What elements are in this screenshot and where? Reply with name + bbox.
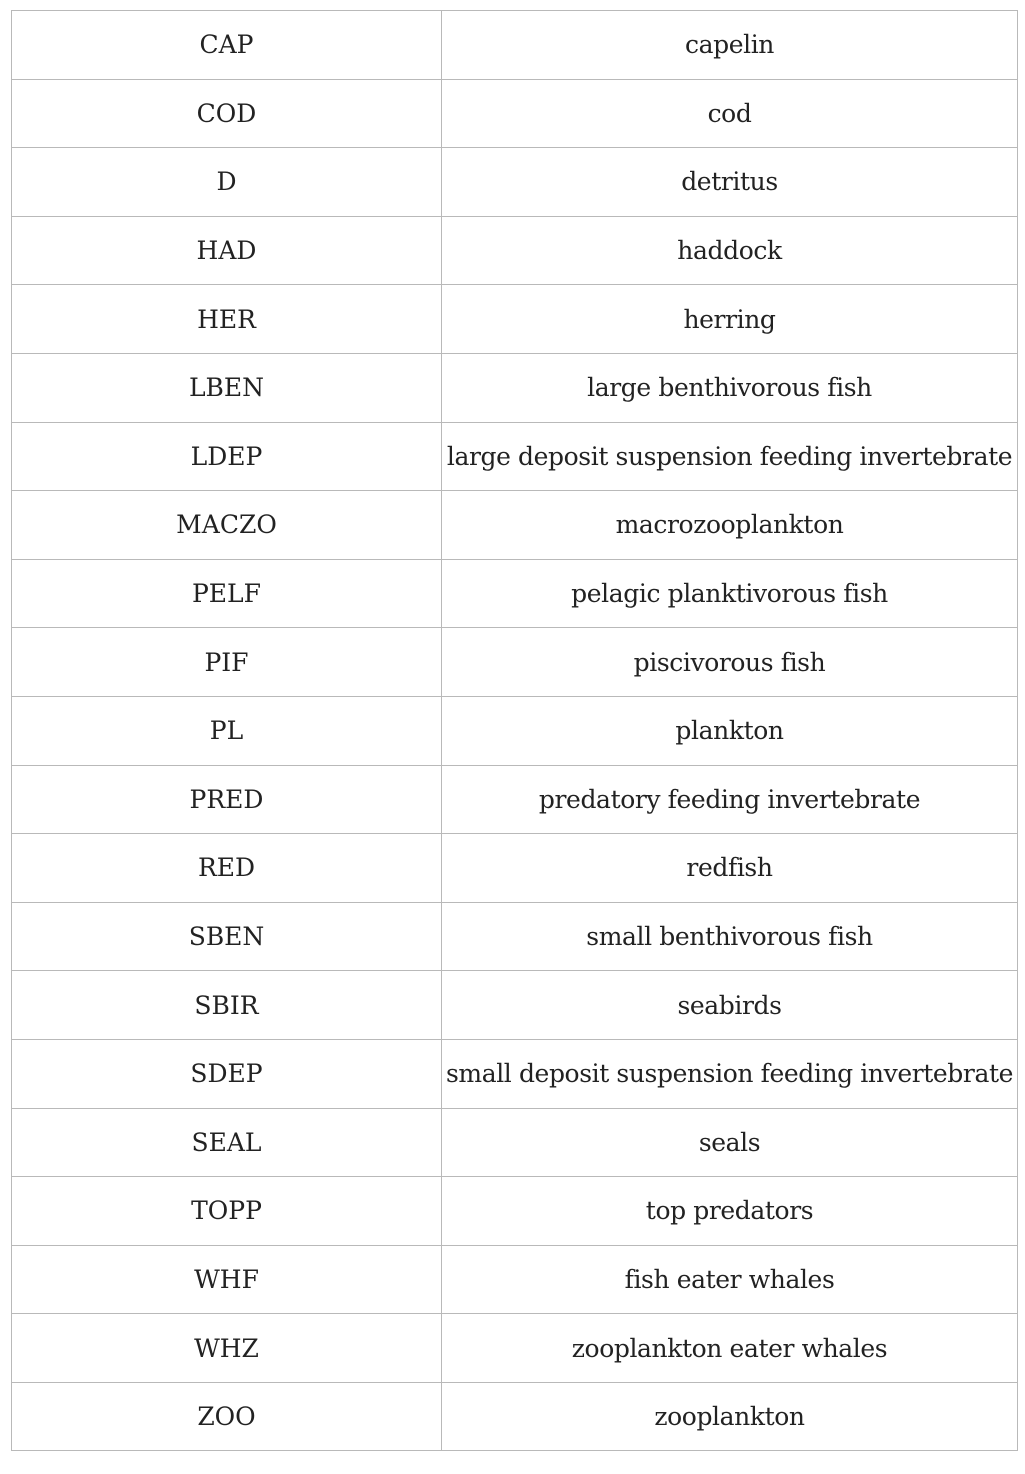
- description-cell: herring: [442, 285, 1018, 354]
- table-row: [12, 422, 1018, 491]
- description-cell: predatory feeding invertebrate: [442, 765, 1018, 834]
- code-cell: COD: [12, 79, 442, 148]
- table-row: [12, 1039, 1018, 1108]
- description-cell: capelin: [442, 11, 1018, 80]
- table-body: [12, 11, 1018, 1451]
- description-cell: small deposit suspension feeding invertebrate: [442, 1039, 1018, 1108]
- description-cell: plankton: [442, 696, 1018, 765]
- description-cell: fish eater whales: [442, 1245, 1018, 1314]
- table-row: [12, 1108, 1018, 1177]
- code-cell: RED: [12, 834, 442, 903]
- table-row: [12, 834, 1018, 903]
- code-cell: PRED: [12, 765, 442, 834]
- code-cell: ZOO: [12, 1382, 442, 1451]
- description-cell: pelagic planktivorous fish: [442, 559, 1018, 628]
- table-row: [12, 285, 1018, 354]
- table-row: [12, 1314, 1018, 1383]
- table-row: [12, 765, 1018, 834]
- table-row: [12, 11, 1018, 80]
- code-cell: PELF: [12, 559, 442, 628]
- abbreviation-table: [11, 10, 1018, 1451]
- code-cell: SDEP: [12, 1039, 442, 1108]
- code-cell: CAP: [12, 11, 442, 80]
- description-cell: macrozooplankton: [442, 491, 1018, 560]
- description-cell: cod: [442, 79, 1018, 148]
- description-cell: detritus: [442, 148, 1018, 217]
- code-cell: HAD: [12, 216, 442, 285]
- description-cell: haddock: [442, 216, 1018, 285]
- description-cell: small benthivorous fish: [442, 902, 1018, 971]
- code-cell: D: [12, 148, 442, 217]
- code-cell: SEAL: [12, 1108, 442, 1177]
- description-cell: zooplankton: [442, 1382, 1018, 1451]
- code-cell: HER: [12, 285, 442, 354]
- code-cell: WHF: [12, 1245, 442, 1314]
- code-cell: LDEP: [12, 422, 442, 491]
- table-row: [12, 971, 1018, 1040]
- description-cell: redfish: [442, 834, 1018, 903]
- table-row: [12, 902, 1018, 971]
- code-cell: WHZ: [12, 1314, 442, 1383]
- abbreviation-table-container: [11, 10, 1015, 1451]
- code-cell: PIF: [12, 628, 442, 697]
- table-row: [12, 491, 1018, 560]
- description-cell: zooplankton eater whales: [442, 1314, 1018, 1383]
- description-cell: seabirds: [442, 971, 1018, 1040]
- table-row: [12, 696, 1018, 765]
- code-cell: TOPP: [12, 1177, 442, 1246]
- table-row: [12, 148, 1018, 217]
- table-row: [12, 628, 1018, 697]
- table-row: [12, 216, 1018, 285]
- code-cell: SBEN: [12, 902, 442, 971]
- description-cell: seals: [442, 1108, 1018, 1177]
- description-cell: top predators: [442, 1177, 1018, 1246]
- code-cell: SBIR: [12, 971, 442, 1040]
- table-row: [12, 1382, 1018, 1451]
- code-cell: LBEN: [12, 353, 442, 422]
- table-row: [12, 559, 1018, 628]
- description-cell: piscivorous fish: [442, 628, 1018, 697]
- table-row: [12, 1177, 1018, 1246]
- code-cell: MACZO: [12, 491, 442, 560]
- table-row: [12, 1245, 1018, 1314]
- table-row: [12, 79, 1018, 148]
- description-cell: large benthivorous fish: [442, 353, 1018, 422]
- code-cell: PL: [12, 696, 442, 765]
- table-row: [12, 353, 1018, 422]
- description-cell: large deposit suspension feeding invertebrate: [442, 422, 1018, 491]
